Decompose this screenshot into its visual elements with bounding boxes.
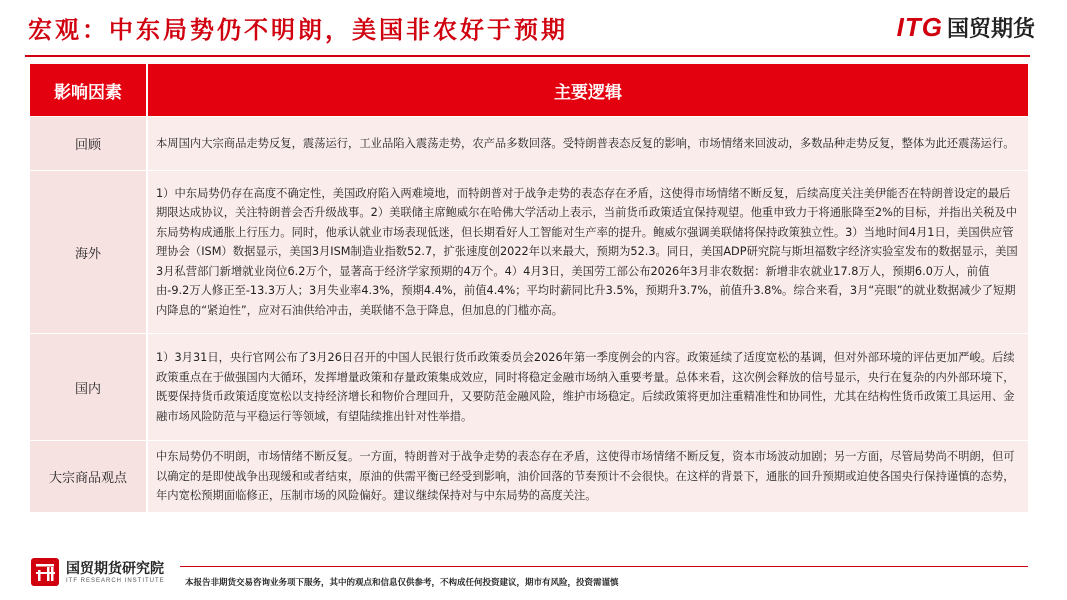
logic-table [30, 64, 1028, 513]
footer-org-name: 国贸期货研究院 [66, 561, 164, 577]
table-row [30, 171, 1028, 334]
column-header-factor: 影响因素 [30, 64, 147, 117]
row-text-review: 本周国内大宗商品走势反复，震荡运行，工业品陷入震荡走势，农产品多数回落。受特朗普表态反复的影响，市场情绪来回波动，多数品种走势反复，整体为此还震荡运行。 [147, 117, 1028, 171]
row-text-domestic: 1）3月31日，央行官网公布了3月26日召开的中国人民银行货币政策委员会2026年第一季度例会的内容。政策延续了适度宽松的基调，但对外部环境的评估更加严峻。后续政策重点在于做强国内大循环，发挥增量政策和存量政策集成效应，同时将稳定金融市场纳入重要考量。总体来看，这次例会释放的信号显示，央行在复杂的内外部环境下，既要保持货币政策适度宽松以支持经济增长和物价合理回升，又要防范金融风险，维护市场稳定。后续政策将更加注重精准性和协同性，尤其在结构性货币政策工具运用、金融市场风险防范与平稳运行等领域，有望陆续推出针对性举措。 [147, 334, 1028, 441]
itg-logo: ITG [896, 12, 943, 42]
column-header-logic: 主要逻辑 [147, 64, 1028, 117]
table-row [30, 441, 1028, 513]
row-label-domestic: 国内 [30, 334, 147, 441]
table-row [30, 334, 1028, 441]
page-title: 宏观：中东局势仍不明朗，美国非农好于预期 [28, 16, 568, 44]
brand [897, 12, 1035, 43]
row-label-review: 回顾 [30, 117, 147, 171]
row-text-commodity-view: 中东局势仍不明朗，市场情绪不断反复。一方面，特朗普对于战争走势的表态存在矛盾，这使得市场情绪不断反复，资本市场波动加剧；另一方面，尽管局势尚不明朗，但可以确定的是即使战争出现缓和或者结束，原油的供需平衡已经受到影响，油价回落的节奏预计不会很快。在这样的背景下，通胀的回升预期或迫使各国央行保持谨慎的态势，年内宽松预期面临修正，压制市场的风险偏好。建议继续保持对与中东局势的高度关注。 [147, 441, 1028, 513]
title-divider [25, 55, 1030, 57]
research-institute-seal-icon [30, 557, 60, 587]
brand-name: 国贸期货 [946, 17, 1035, 42]
row-label-commodity-view: 大宗商品观点 [30, 441, 147, 513]
table-row [30, 117, 1028, 171]
footer-divider [180, 566, 1028, 567]
row-label-overseas: 海外 [30, 171, 147, 334]
row-text-overseas: 1）中东局势仍存在高度不确定性，美国政府陷入两难境地，而特朗普对于战争走势的表态存在矛盾，这使得市场情绪不断反复，后续高度关注美伊能否在特朗普设定的最后期限达成协议，关注特朗普会否升级战事。2）美联储主席鲍威尔在哈佛大学活动上表示，当前货币政策适宜保持观望。他重申致力于将通胀降至2%的目标，并指出关税及中东局势构成通胀上行压力。同时，他承认就业市场表现低迷，但长期看好人工智能对生产率的提升。鲍威尔强调美联储将保持政策独立性。3）当地时间4月1日，美国供应管理协会（ISM）数据显示，美国3月ISM制造业指数52.7，扩张速度创2022年以来最大，预期为52.3。同日，美国ADP研究院与斯坦福数字经济实验室发布的数据显示，美国3月私营部门新增就业岗位6.2万个，显著高于经济学家预期的4万个。4）4月3日，美国劳工部公布2026年3月非农数据：新增非农就业17.8万人，预期6.0万人，前值由-9.2万人修正至-13.3万人；3月失业率4.3%，预期4.4%，前值4.4%；平均时薪同比升3.5%，预期升3.7%，前值升3.8%。综合来看，3月“亮眼”的就业数据减少了短期内降息的“紧迫性”，应对石油供给冲击，美联储不急于降息，但加息的门槛亦高。 [147, 171, 1028, 334]
footer-disclaimer: 本报告非期货交易咨询业务项下服务，其中的观点和信息仅供参考，不构成任何投资建议，期市有风险，投资需谨慎 [185, 578, 619, 588]
table-header-row [30, 64, 1028, 117]
footer-org-name-en: ITF RESEARCH INSTITUTE [66, 578, 165, 584]
